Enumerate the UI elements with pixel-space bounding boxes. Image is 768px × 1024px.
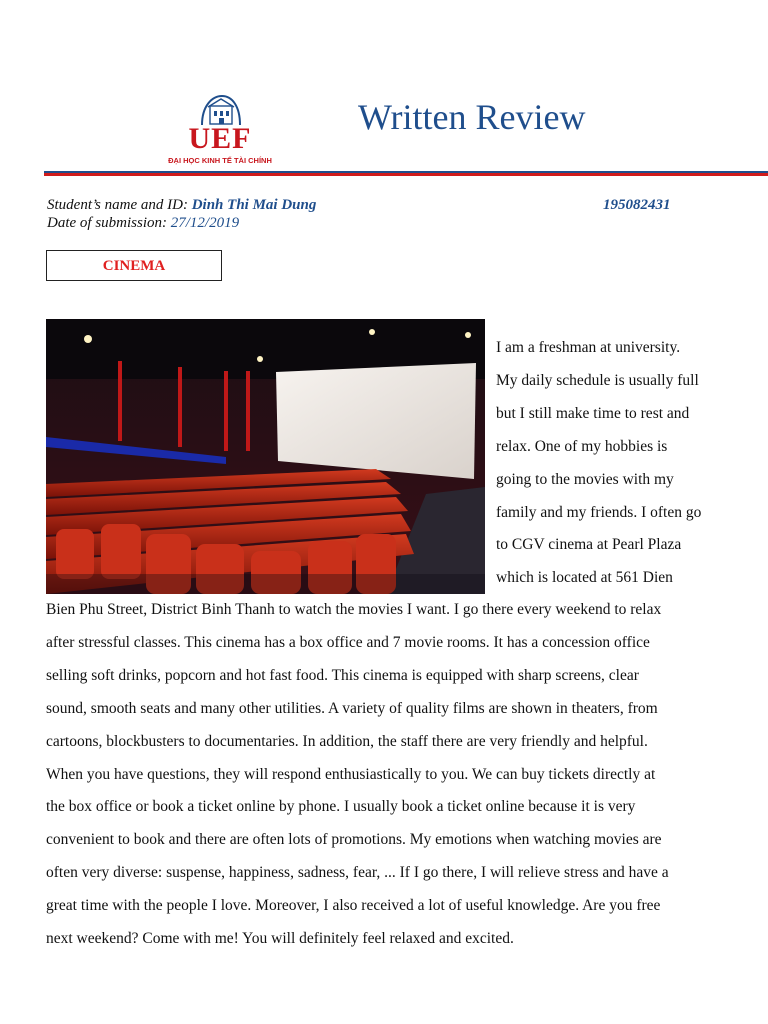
text-line: after stressful classes. This cinema has a box office and 7 movie rooms. It has a concession office <box>46 633 650 651</box>
text-line: family and my friends. I often go <box>496 503 702 521</box>
logo-subtitle: ĐẠI HỌC KINH TẾ TÀI CHÍNH <box>168 156 272 165</box>
date-label: Date of submission: <box>47 215 167 231</box>
text-line: relax. One of my hobbies is <box>496 437 668 455</box>
submission-date-row <box>47 215 239 232</box>
text-line: going to the movies with my <box>496 470 674 488</box>
text-line: When you have questions, they will respond enthusiastically to you. We can buy tickets directly at <box>46 765 656 783</box>
university-building-icon <box>160 92 280 126</box>
text-line: great time with the people I love. Moreover, I also received a lot of useful knowledge. Are you free <box>46 897 661 915</box>
text-line: I am a freshman at university. <box>496 339 681 356</box>
student-name: Dinh Thi Mai Dung <box>191 197 317 213</box>
student-name-row <box>47 197 316 214</box>
intro-paragraph <box>496 332 726 595</box>
text-line: often very diverse: suspense, happiness, sadness, fear, ... If I go there, I will relieve stress and have a <box>46 864 669 882</box>
logo-text: UEF <box>188 122 252 155</box>
text-line: cartoons, blockbusters to documentaries. In addition, the staff there are very friendly and helpful. <box>46 732 648 750</box>
text-line: next weekend? Come with me! You will definitely feel relaxed and excited. <box>46 930 514 948</box>
page-title: Written Review <box>358 97 586 137</box>
student-id: 195082431 <box>603 197 671 213</box>
body-paragraph <box>46 594 736 956</box>
text-line: but I still make time to rest and <box>496 404 690 422</box>
text-line: the box office or book a ticket online by phone. I usually book a ticket online because it is very <box>46 798 636 816</box>
text-line: sound, smooth seats and many other utilities. A variety of quality films are shown in theaters, from <box>46 699 658 717</box>
uef-logo <box>160 92 280 170</box>
cinema-photo <box>46 319 485 594</box>
cinema-auditorium-image <box>46 319 485 594</box>
text-line: to CGV cinema at Pearl Plaza <box>496 536 682 554</box>
text-line: which is located at 561 Dien <box>496 569 673 587</box>
submission-date: 27/12/2019 <box>170 215 240 231</box>
text-line: selling soft drinks, popcorn and hot fast food. This cinema is equipped with sharp screens, clear <box>46 666 639 684</box>
text-line: convenient to book and there are often lots of promotions. My emotions when watching movies are <box>46 831 662 849</box>
topic-box: CINEMA <box>46 250 222 281</box>
text-line: Bien Phu Street, District Binh Thanh to watch the movies I want. I go there every weekend to relax <box>46 601 662 618</box>
text-line: My daily schedule is usually full <box>496 371 699 389</box>
name-label: Student’s name and ID: <box>47 197 188 213</box>
header-divider-red <box>44 173 768 176</box>
